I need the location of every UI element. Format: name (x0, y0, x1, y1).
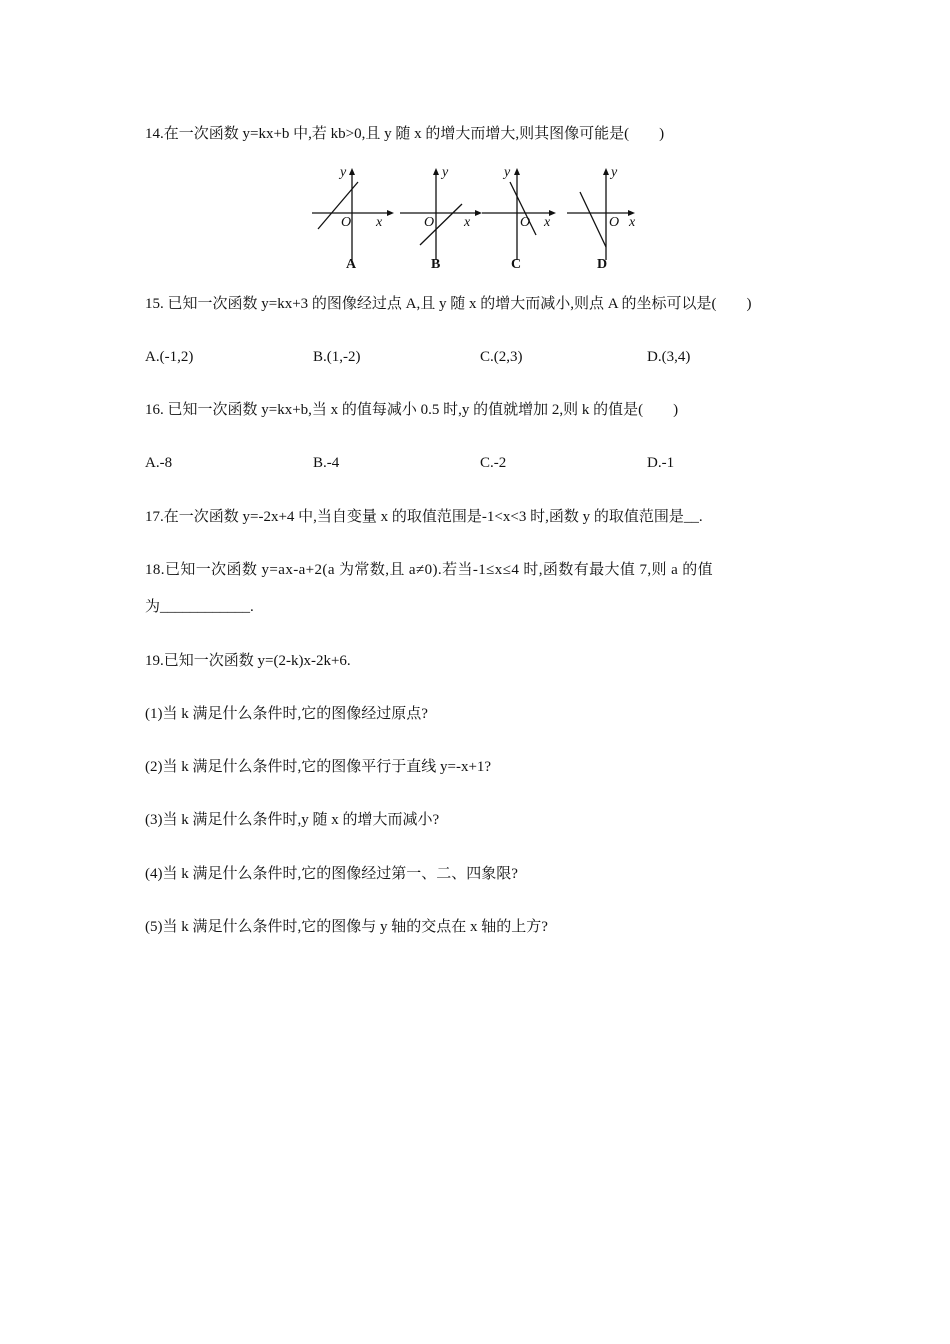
caption-b: B (431, 257, 441, 272)
graph-d (565, 160, 655, 275)
question-16: 16. 已知一次函数 y=kx+b,当 x 的值每减小 0.5 时,y 的值就增加 2,则 k 的值是( ) (145, 402, 679, 418)
question-18-line-2: 为____________. (145, 599, 254, 615)
q16-option-c[interactable]: C.-2 (480, 455, 507, 471)
q16-option-d[interactable]: D.-1 (647, 455, 675, 471)
q15-option-d[interactable]: D.(3,4) (647, 349, 691, 365)
x-axis-label: x (629, 215, 636, 230)
q15-option-a[interactable]: A.(-1,2) (145, 349, 194, 365)
question-15: 15. 已知一次函数 y=kx+3 的图像经过点 A,且 y 随 x 的增大而减小,则点 A 的坐标可以是( ) (145, 296, 752, 312)
q19-part-2: (2)当 k 满足什么条件时,它的图像平行于直线 y=-x+1? (145, 759, 492, 775)
x-axis-label: x (464, 215, 471, 230)
y-axis-label: y (504, 165, 511, 180)
graph-c (480, 160, 570, 275)
y-axis-label: y (611, 165, 618, 180)
question-18-line-1: 18.已知一次函数 y=ax-a+2(a 为常数,且 a≠0).若当-1≤x≤4 时,函数有最大值 7,则 a 的值 (145, 562, 714, 578)
graph-b (398, 160, 488, 275)
q16-option-a[interactable]: A.-8 (145, 455, 173, 471)
caption-d: D (597, 257, 608, 272)
q15-option-b[interactable]: B.(1,-2) (313, 349, 361, 365)
q19-part-5: (5)当 k 满足什么条件时,它的图像与 y 轴的交点在 x 轴的上方? (145, 919, 548, 935)
y-axis-label: y (340, 165, 347, 180)
q19-part-4: (4)当 k 满足什么条件时,它的图像经过第一、二、四象限? (145, 866, 518, 882)
question-14: 14.在一次函数 y=kx+b 中,若 kb>0,且 y 随 x 的增大而增大,则其图像可能是( ) (145, 126, 665, 142)
y-axis-label: y (442, 165, 449, 180)
q19-part-1: (1)当 k 满足什么条件时,它的图像经过原点? (145, 706, 428, 722)
x-axis-label: x (376, 215, 383, 230)
question-19: 19.已知一次函数 y=(2-k)x-2k+6. (145, 653, 351, 669)
caption-a: A (346, 257, 357, 272)
origin-label: O (424, 215, 435, 230)
q15-option-c[interactable]: C.(2,3) (480, 349, 523, 365)
origin-label: O (341, 215, 352, 230)
graph-a (310, 160, 400, 275)
x-axis-label: x (544, 215, 551, 230)
origin-label: O (520, 215, 531, 230)
q16-option-b[interactable]: B.-4 (313, 455, 340, 471)
caption-c: C (511, 257, 522, 272)
graph-options-figure (300, 160, 650, 275)
question-17: 17.在一次函数 y=-2x+4 中,当自变量 x 的取值范围是-1<x<3 时,函数 y 的取值范围是__. (145, 509, 703, 525)
origin-label: O (609, 215, 620, 230)
q19-part-3: (3)当 k 满足什么条件时,y 随 x 的增大而减小? (145, 812, 440, 828)
